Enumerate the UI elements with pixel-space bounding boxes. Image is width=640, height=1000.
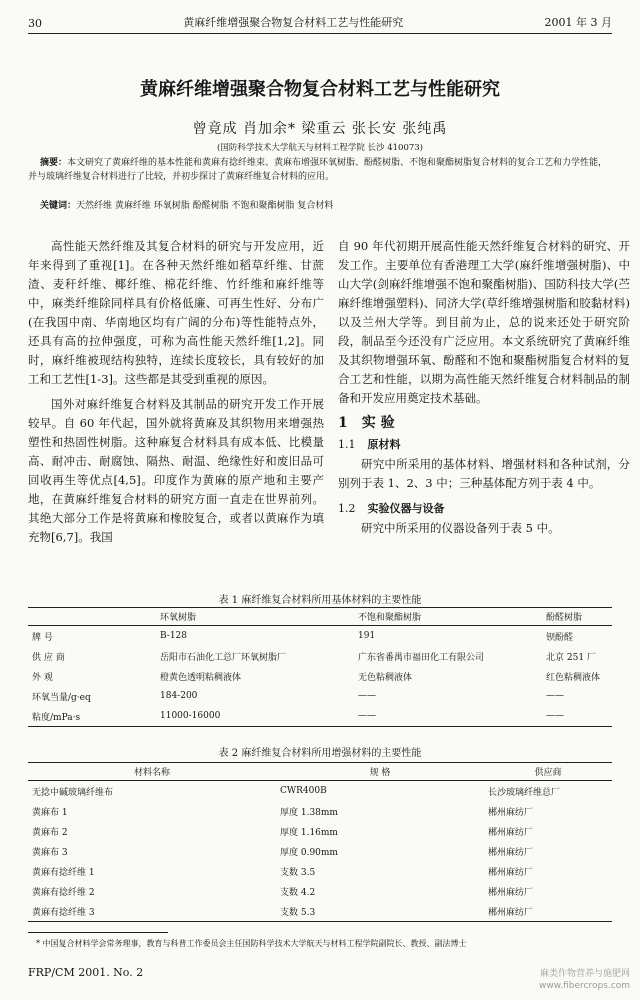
table2 [28,762,612,922]
page-number: 30 [28,17,42,30]
materials-paragraph: 研究中所采用的基体材料、增强材料和各种试剂，分别列于表 1、2、3 中；三种基体配方列于表 4 中。 [338,457,630,490]
abstract [28,156,612,184]
table-cell: 郴州麻纺厂 [488,847,534,858]
intro-paragraph-2: 国外对麻纤维复合材料及其制品的研究开发工作开展较早。自 60 年代起，国外就将黄麻及其织物用来增强热塑性和热固性树脂。这种麻复合材料具有成本低、比模量高、耐冲击、耐腐蚀、隔热、耐温、绝缘性好和废旧品可回收再生等优点[4,5]。印度作为黄麻的原产地和主要产地，在黄麻纤维复合材料的研究方面一直走在世界前列。其绝大部分工作是将黄麻和橡胶复合，或者以黄麻作为填充物[6,7]。我国 [28,397,324,544]
table-cell: CWR400B [280,786,327,796]
table-row [28,666,612,686]
table-cell: —— [546,691,564,701]
table-row [28,646,612,666]
subsection-heading-2 [338,499,630,518]
table-cell: —— [354,706,542,727]
table-cell: 广东省番禺市福田化工有限公司 [358,652,485,663]
table1 [28,607,612,727]
table-cell: 供 应 商 [32,652,65,663]
table-cell: 郴州麻纺厂 [484,901,612,922]
table-row [28,626,612,647]
table-row [28,706,612,727]
table-header-cell [28,608,156,626]
table2-caption: 表 2 麻纤维复合材料所用增强材料的主要性能 [218,748,422,759]
table-header-cell: 不饱和聚酯树脂 [354,608,542,626]
subsection-heading-1 [338,435,630,454]
journal-footer: FRP/CM 2001. No. 2 [28,966,144,979]
table-row [28,861,612,881]
table-row [28,801,612,821]
table-cell: 郴州麻纺厂 [488,807,534,818]
section-heading [338,414,630,433]
watermark-line-2: www.fibercrops.com [539,981,630,991]
table-cell: —— [542,706,612,727]
table-cell: 钡酚醛 [546,632,574,643]
subsection-number-2: 1.2 [338,502,356,515]
header-rule [28,33,612,34]
table-cell: B-128 [160,631,187,641]
intro-paragraph-3: 自 90 年代初期开展高性能天然纤维复合材料的研究、开发工作。主要单位有香港理工大学(麻纤维增强树脂)、中山大学(剑麻纤维增强不饱和聚酯树脂)、国防科技大学(苎麻纤维增强塑料)、同济大学(草纤维增强树脂和胶黏材料)以及兰州大学等。到目前为止，总的说来还处于研究阶段，制品至今还没有广泛应用。本文系统研究了黄麻纤维及其织物增强环氧、酚醛和不饱和聚酯树脂复合材料的复合工艺和性能，以期为高性能天然纤维复合材料制品的制备和开发应用奠定技术基础。 [338,239,630,405]
page-header [28,8,612,30]
table-cell: 外 观 [32,672,53,683]
abstract-text: 本文研究了黄麻纤维的基本性能和黄麻有捻纤维束、黄麻布增强环氧树脂、酚醛树脂、不饱和聚酯树脂复合材料的复合工艺和力学性能，并与玻璃纤维复合材料进行了比较，并初步探讨了黄麻纤维复合材料的应用。 [28,158,608,182]
table1-header-row [28,608,612,626]
table-cell: 郴州麻纺厂 [488,867,534,878]
table-cell: 牌 号 [32,632,53,643]
table-cell: 厚度 1.38mm [280,807,338,818]
watermark-line-1: 麻类作物营养与施肥网 [539,969,630,979]
section-title: 实 验 [361,415,395,431]
table-cell: 黄麻布 2 [32,827,68,838]
table-cell: 岳阳市石油化工总厂环氧树脂厂 [160,652,287,663]
table-cell: 橙黄色透明粘稠液体 [160,672,242,683]
table-cell: 郴州麻纺厂 [488,827,534,838]
paper-title: 黄麻纤维增强聚合物复合材料工艺与性能研究 [140,79,500,100]
table-row [28,901,612,922]
table-cell: 11000-16000 [156,706,354,727]
table-cell: 无捻中碱玻璃纤维布 [32,787,114,798]
table1-caption: 表 1 麻纤维复合材料所用基体材料的主要性能 [218,595,422,606]
table-cell: 支数 5.3 [276,901,484,922]
equipment-paragraph: 研究中所采用的仪器设备列于表 5 中。 [361,521,560,535]
subsection-title-1: 原材料 [367,438,401,451]
abstract-label: 摘要： [40,158,68,168]
watermark [539,968,630,992]
keywords [40,198,612,211]
table-header-cell: 供应商 [484,763,612,781]
table-cell: 支数 3.5 [280,867,316,878]
running-title: 黄麻纤维增强聚合物复合材料工艺与性能研究 [183,16,404,29]
footnote: * 中国复合材料学会常务理事，教育与科普工作委员会主任国防科学技术大学航天与材料工程学院副院长、教授、副法博士 [36,939,467,948]
table-cell: 环氧当量/g·eq [32,692,91,703]
table-cell: 红色粘稠液体 [546,672,601,683]
table-row [28,881,612,901]
section-number: 1 [338,415,348,431]
table-header-cell: 规 格 [276,763,484,781]
subsection-title-2: 实验仪器与设备 [367,502,445,515]
subsection-number-1: 1.1 [338,438,356,451]
footnote-rule [28,932,168,933]
table-header-cell: 酚醛树脂 [542,608,612,626]
keywords-label: 关键词： [40,201,77,211]
table-cell: 支数 4.2 [280,887,316,898]
right-column [338,237,630,544]
table-cell: 长沙玻璃纤维总厂 [488,787,561,798]
table-header-cell: 环氧树脂 [156,608,354,626]
table-cell: 黄麻有捻纤维 2 [32,887,95,898]
intro-paragraph-1: 高性能天然纤维及其复合材料的研究与开发应用，近年来得到了重视[1]。在各种天然纤维如稻草纤维、甘蔗渣、麦秆纤维、椰纤维、棉花纤维、竹纤维和麻纤维等中，麻类纤维除同样具有价格低廉、可再生性好、分布广(在我国中南、华南地区均有广阔的分布)等性能特点外，还具有高的拉伸强度，可称为高性能天然纤维[1,2]。同时，麻纤维被现结构独特，连续长度较长，具有较好的加工和工艺性[1-3]。这些都是其受到重视的原因。 [28,239,324,386]
table-cell: 郴州麻纺厂 [488,887,534,898]
table-row [28,686,612,706]
table-row [28,841,612,861]
table-header-cell: 材料名称 [28,763,276,781]
table-cell: 黄麻有捻纤维 1 [32,867,95,878]
authors: 曾竟成 肖加余* 梁重云 张长安 张纯禹 [192,121,448,137]
table-cell: 北京 251 厂 [546,652,596,663]
table-cell: 粘度/mPa·s [28,706,156,727]
table-cell: 黄麻布 3 [32,847,68,858]
keywords-text: 天然纤维 黄麻纤维 环氧树脂 酚醛树脂 不饱和聚酯树脂 复合材料 [76,201,334,211]
table-cell: —— [358,691,376,701]
table-row [28,781,612,802]
table-cell: 黄麻有捻纤维 3 [28,901,276,922]
table-row [28,821,612,841]
table-cell: 184-200 [160,691,198,701]
issue-date: 2001 年 3 月 [544,16,612,29]
table-cell: 厚度 0.90mm [280,847,338,858]
table-cell: 191 [358,631,376,641]
table-cell: 无色粘稠液体 [358,672,413,683]
affiliation: (国防科学技术大学航天与材料工程学院 长沙 410073) [217,143,423,153]
table2-header-row [28,763,612,781]
left-column [28,237,324,553]
table-cell: 黄麻布 1 [32,807,68,818]
table-cell: 厚度 1.16mm [280,827,338,838]
